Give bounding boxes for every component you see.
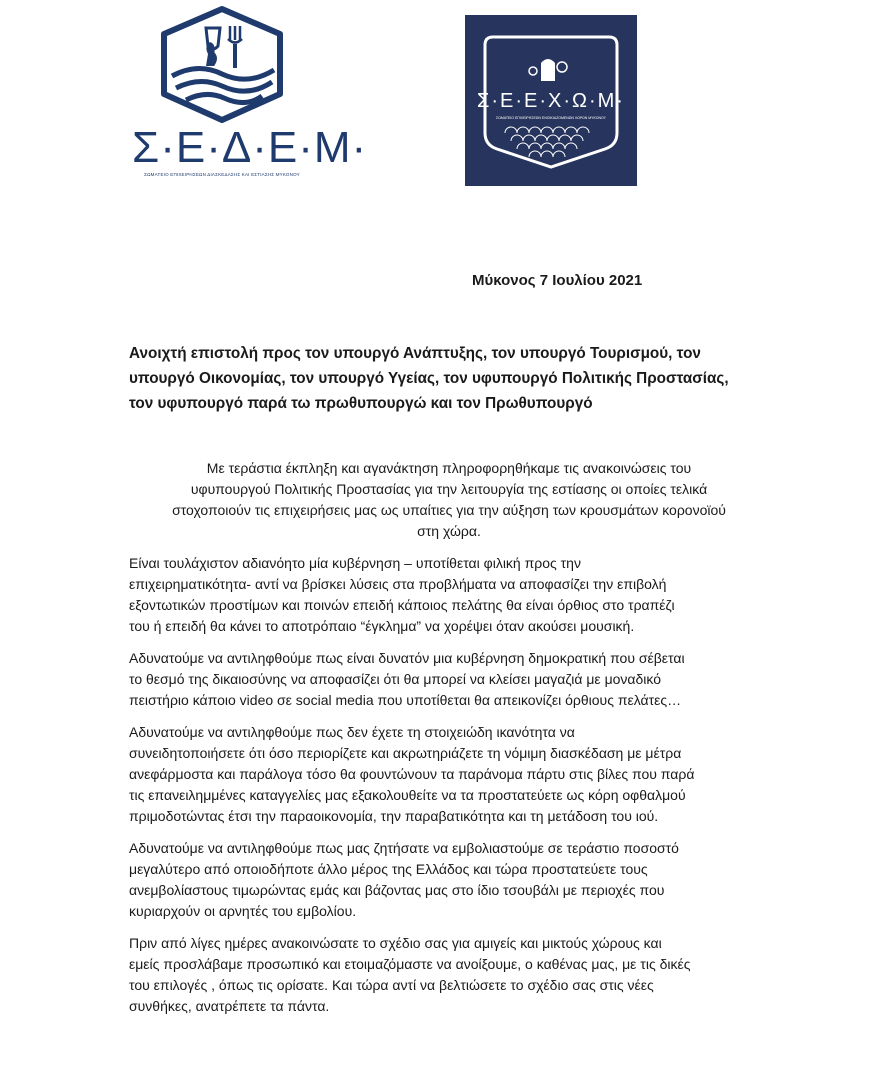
- letter-title: [129, 341, 769, 416]
- paragraph-5: [129, 838, 769, 922]
- text-line: πειστήριο κάποιο video σε social media που υποτίθεται θα απεικονίζει όρθιους πελάτες…: [129, 692, 682, 708]
- text-line: Αδυνατούμε να αντιληφθούμε πως μας ζητήσατε να εμβολιαστούμε σε τεράστιο ποσοστό: [129, 840, 679, 856]
- title-line: τον υφυπουργό παρά τω πρωθυπουργώ και τον Πρωθυπουργό: [129, 395, 593, 412]
- paragraph-1: [129, 458, 769, 542]
- text-line: Αδυνατούμε να αντιληφθούμε πως είναι δυνατόν μια κυβέρνηση δημοκρατική που σέβεται: [129, 650, 685, 666]
- text-line: πριμοδοτώντας έτσι την παραοικονομία, την παραβατικότητα και τη μετάδοση του ιού.: [129, 808, 659, 824]
- paragraph-4: [129, 722, 769, 827]
- text-line: Αδυνατούμε να αντιληφθούμε πως δεν έχετε τη στοιχειώδη ικανότητα να: [129, 724, 575, 740]
- text-line: τις επανειλημμένες καταγγελίες μας εξακολουθείτε να τα προστατεύετε ως κόρη οφθαλμού: [129, 787, 686, 803]
- sedem-subtitle: ΣΩΜΑΤΕΙΟ ΕΠΙΧΕΙΡΗΣΕΩΝ ΔΙΑΣΚΕΔΑΣΗΣ ΚΑΙ ΕΣΤΙΑΣΗΣ ΜΥΚΟΝΟΥ: [144, 172, 300, 177]
- text-line: ανεφάρμοστα και παράλογα τόσο θα φουντώνουν τα παράνομα πάρτυ στις βίλες που παρά: [129, 766, 695, 782]
- text-line: κυριαρχούν οι αρνητές του εμβολίου.: [129, 903, 357, 919]
- text-line: στη χώρα.: [417, 523, 481, 539]
- text-line: Με τεράστια έκπληξη και αγανάκτηση πληροφορηθήκαμε τις ανακοινώσεις του: [206, 460, 692, 476]
- text-line: εμείς προσλάβαμε προσωπικό και ετοιμαζόμαστε να ανοίξουμε, ο καθένας μας, με τις δικές: [129, 956, 691, 972]
- text-line: το θεσμό της δικαιοσύνης να αποφασίζει ότι θα μπορεί να κλείσει μαγαζιά με μοναδικό: [129, 671, 662, 687]
- letter-body: [129, 458, 769, 1028]
- paragraph-6: [129, 933, 769, 1017]
- letter-date: Μύκονος 7 Ιουλίου 2021: [472, 272, 643, 289]
- title-line: υπουργό Οικονομίας, τον υπουργό Υγείας, τον υφυπουργό Πολιτικής Προστασίας,: [129, 370, 729, 387]
- text-line: Είναι τουλάχιστον αδιανόητο μία κυβέρνηση – υποτίθεται φιλική προς την: [129, 555, 581, 571]
- text-line: εξοντωτικών προστίμων και ποινών επειδή κάποιος πελάτης θα είναι όρθιος στο τραπέζι: [129, 597, 675, 613]
- text-line: επιχειρηματικότητα- αντί να βρίσκει λύσεις στα προβλήματα να αποφασίζει την επιβολή: [129, 576, 667, 592]
- text-line: στοχοποιούν τις επιχειρήσεις μας ως υπαίτιες για την αύξηση των κρουσμάτων κορονοϊού: [172, 502, 726, 518]
- paragraph-3: [129, 648, 769, 711]
- sedem-emblem-icon: [158, 6, 286, 124]
- text-line: υφυπουργού Πολιτικής Προστασίας για την λειτουργία της εστίασης οι οποίες τελικά: [190, 481, 708, 497]
- seexom-title: Σ·Ε·Ε·Χ·Ω·Μ·: [477, 90, 625, 112]
- text-line: ανεμβολίαστους τιμωρώντας εμάς και βάζοντας μας στο ίδιο τσουβάλι με περιοχές που: [129, 882, 665, 898]
- seexom-subtitle: ΣΩΜΑΤΕΙΟ ΕΠΙΧΕΙΡΗΣΕΩΝ ΕΝΟΙΚΙΑΖΟΜΕΝΩΝ ΧΩΡΩΝ ΜΥΚΟΝΟΥ: [496, 116, 606, 120]
- text-line: του ή επειδή θα κάνει το αποτρόπαιο “έγκλημα” να χορέψει όταν ακούσει μουσική.: [129, 618, 635, 634]
- sedem-logo: [132, 6, 368, 181]
- sedem-title: Σ·Ε·Δ·Ε·Μ·: [132, 123, 368, 172]
- title-line: Ανοιχτή επιστολή προς τον υπουργό Ανάπτυξης, τον υπουργό Τουρισμού, τον: [129, 345, 701, 362]
- text-line: μεγαλύτερο από οποιοδήποτε άλλο μέρος της Ελλάδος και τώρα προστατεύετε τους: [129, 861, 648, 877]
- paragraph-2: [129, 553, 769, 637]
- text-line: συνθήκες, ανατρέπετε τα πάντα.: [129, 998, 330, 1014]
- text-line: του επιλογές , όπως τις ορίσατε. Και τώρα αντί να βελτιώσετε το σχέδιο σας στις νέες: [129, 977, 654, 993]
- text-line: συνειδητοποιήσετε ότι όσο περιορίζετε και ακρωτηριάζετε τη νόμιμη διασκέδαση με μέτρα: [129, 745, 682, 761]
- text-line: Πριν από λίγες ημέρες ανακοινώσατε το σχέδιο σας για αμιγείς και μικτούς χώρους και: [129, 935, 662, 951]
- seexom-logo: [465, 15, 637, 186]
